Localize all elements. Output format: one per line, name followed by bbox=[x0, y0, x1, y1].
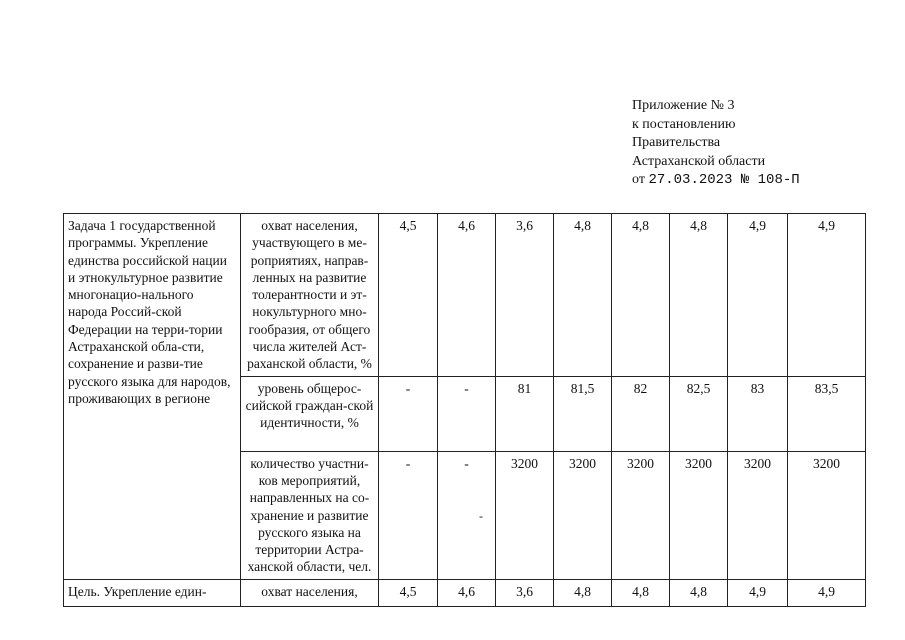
value-cell: 3200 bbox=[670, 451, 728, 579]
value-cell: 4,5 bbox=[379, 579, 438, 606]
value-cell: 83,5 bbox=[788, 376, 866, 451]
value-cell: 4,9 bbox=[728, 214, 788, 377]
value-cell: 4,8 bbox=[612, 214, 670, 377]
value-cell: 4,8 bbox=[670, 214, 728, 377]
appendix-header bbox=[632, 97, 800, 190]
value-cell: 82 bbox=[612, 376, 670, 451]
value-cell: 4,9 bbox=[788, 579, 866, 606]
indicator-cell: охват населения, участвующего в ме-роприятиях, направ-ленных на развитие толерантности и эт-нокультурного мно-гообразия, от общего числа жителей Аст-раханской области, % bbox=[241, 214, 379, 377]
value-cell: 81,5 bbox=[554, 376, 612, 451]
value-cell: 81 bbox=[496, 376, 554, 451]
indicator-cell: количество участни-ков мероприятий, направленных на со-хранение и развитие русского языка на территории Астра-ханской области, чел. bbox=[241, 451, 379, 579]
value-cell: 4,8 bbox=[554, 214, 612, 377]
appendix-line-3: Правительства bbox=[632, 135, 721, 150]
task-cell: Задача 1 государственной программы. Укрепление единства российской нации и этнокультурное развитие многонацио-нального народа Россий-ской Федерации на терри-тории Астраханской обла-сти, сохранение и разви-тие русского языка для народов, проживающих в регионе bbox=[64, 214, 241, 580]
value-cell: 4,8 bbox=[612, 579, 670, 606]
indicator-cell: уровень общерос-сийской граждан-ской идентичности, % bbox=[241, 376, 379, 451]
indicators-table bbox=[63, 213, 866, 607]
value-cell: 3200 bbox=[612, 451, 670, 579]
value-cell: 3200 bbox=[788, 451, 866, 579]
table-row bbox=[64, 214, 866, 377]
value-cell: 4,5 bbox=[379, 214, 438, 377]
value-cell: 83 bbox=[728, 376, 788, 451]
resolution-number: 27.03.2023 № 108-П bbox=[648, 172, 800, 188]
stray-mark: - bbox=[479, 509, 483, 523]
date-prefix: от bbox=[632, 172, 649, 187]
value-cell: 3200 bbox=[728, 451, 788, 579]
appendix-title: Приложение № 3 bbox=[632, 98, 735, 113]
value-cell: 4,6 bbox=[438, 579, 496, 606]
value-cell: 4,9 bbox=[788, 214, 866, 377]
indicator-cell: охват населения, bbox=[241, 579, 379, 606]
value-cell: - bbox=[438, 451, 496, 579]
value-cell: 3200 bbox=[496, 451, 554, 579]
value-cell: 4,9 bbox=[728, 579, 788, 606]
appendix-date-line bbox=[632, 171, 800, 190]
value-cell: 3,6 bbox=[496, 579, 554, 606]
value-cell: 3,6 bbox=[496, 214, 554, 377]
value-cell: 4,8 bbox=[554, 579, 612, 606]
value-cell: 4,6 bbox=[438, 214, 496, 377]
value-cell: - bbox=[379, 376, 438, 451]
goal-cell: Цель. Укрепление един- bbox=[64, 579, 241, 606]
appendix-line-2: к постановлению bbox=[632, 116, 736, 132]
value-cell: - bbox=[438, 376, 496, 451]
value-cell: 82,5 bbox=[670, 376, 728, 451]
value-cell: 4,8 bbox=[670, 579, 728, 606]
table-row bbox=[64, 579, 866, 606]
value-cell: 3200 bbox=[554, 451, 612, 579]
value-cell: - bbox=[379, 451, 438, 579]
appendix-line-4: Астраханской области bbox=[632, 153, 766, 169]
